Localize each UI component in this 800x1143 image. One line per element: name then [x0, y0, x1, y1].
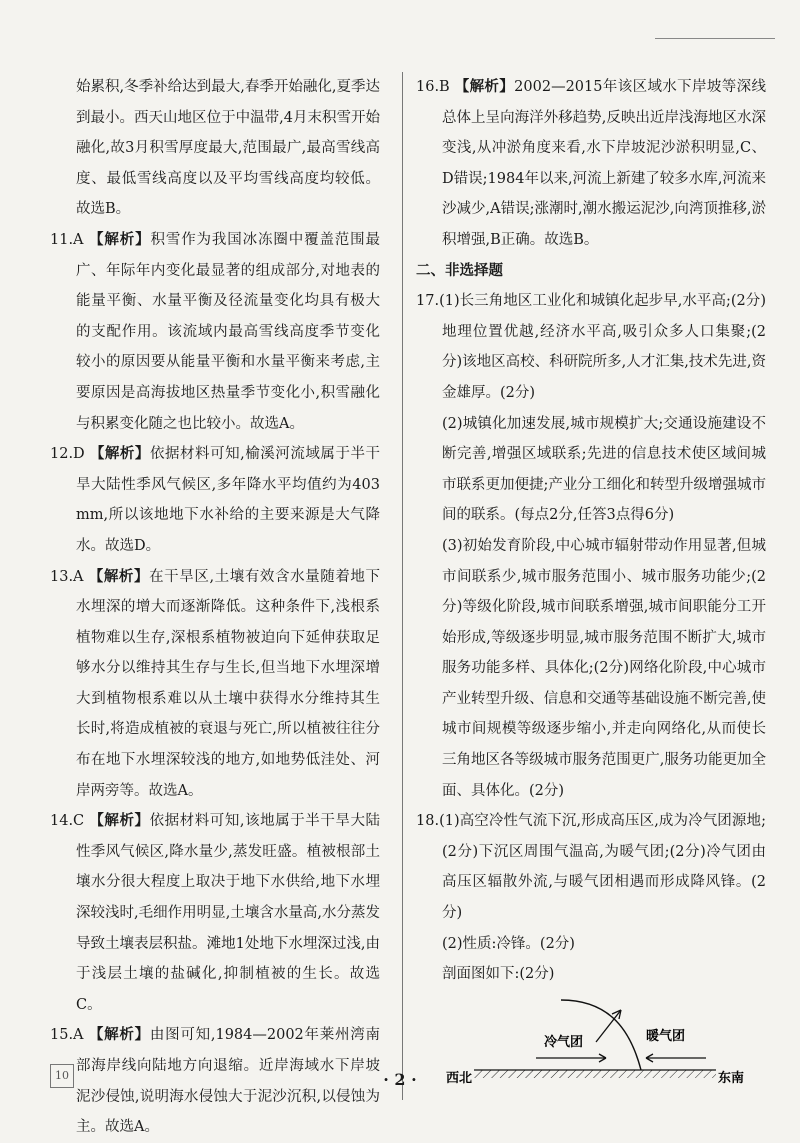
column-divider: [402, 72, 403, 1100]
intro-paragraph: 始累积,冬季补给达到最大,春季开始融化,夏季达到最小。西天山地区位于中温带,4月末积雪开始融化,故3月积雪厚度最大,范围最广,最高雪线高度、最低雪线高度以及平均雪线高度均较低。故选B。: [76, 79, 380, 218]
southeast-label: 东南: [718, 1070, 745, 1086]
answer-number: 12.D: [50, 446, 85, 463]
answer-12: [50, 439, 380, 561]
analysis-tag: 【解析】: [89, 230, 151, 248]
answer-number: 16.B: [416, 79, 450, 95]
cold-air-mass-label: 冷气团: [544, 1034, 584, 1050]
analysis-tag: 【解析】: [88, 1026, 150, 1044]
corner-mark: 10: [50, 1064, 74, 1088]
answer-17-part-3: (3)初始发育阶段,中心城市辐射带动作用显著,但城市间联系少,城市服务范围小、城市服务功能少;(2分)等级化阶段,城市间联系增强,城市间职能分工开始形成,等级逐步明显,城市服务范围不断扩大,城市服务功能多样、具体化;(2分)网络化阶段,中心城市产业转型升级、信息和交通等基础设施不断完善,使城市间规模等级逐步缩小,并走向网络化,从而使长三角地区各等级城市服务范围更广,服务功能更加全面、具体化。(2分): [442, 537, 766, 799]
answer-18: [416, 806, 766, 990]
answer-number: 17.: [416, 293, 440, 310]
answer-14: [50, 806, 380, 1020]
right-column: [416, 72, 766, 1104]
answer-text: 依据材料可知,榆溪河流域属于半干旱大陆性季风气候区,多年降水平均值约为403 mm,所以该地地下水补给的主要来源是大气降水。故选D。: [76, 446, 381, 554]
answer-17-part-2: (2)城镇化加速发展,城市规模扩大;交通设施建设不断完善,增强区域联系;先进的信息技术使区域间城市联系更加便捷;产业分工细化和转型升级增强城市间的联系。(每点2分,任答3点得6分): [442, 415, 766, 524]
answer-text: 积雪作为我国冰冻圈中覆盖范围最广、年际年内变化最显著的组成部分,对地表的能量平衡、水量平衡及径流量变化均具有极大的支配作用。该流域内最高雪线高度季节变化较小的原因要从能量平衡和水量平衡来考虑,主要原因是高海拔地区热量季节变化小,积雪融化与积累变化随之也比较小。故选A。: [76, 231, 381, 432]
answer-number: 13.A: [50, 568, 84, 585]
answer-13: [50, 562, 380, 807]
left-column: [50, 72, 380, 1143]
warm-air-mass-label: 暖气团: [646, 1028, 686, 1044]
page-number: · 2 ·: [383, 1070, 417, 1089]
analysis-tag: 【解析】: [88, 567, 150, 585]
header-rule: [655, 38, 775, 39]
answer-number: 11.A: [50, 231, 84, 248]
answer-text: 在干旱区,土壤有效含水量随着地下水埋深的增大而逐渐降低。这种条件下,浅根系植物难以生存,深根系植物被迫向下延伸获取足够水分以维持其生存与生长,但当地下水埋深增大到植物根系难以从土壤中获得水分维持其生长时,将造成植被的衰退与死亡,所以植被往往分布在地下水埋深较浅的地方,如地势低洼处、河岸两旁等。故选A。: [76, 568, 381, 799]
answer-17-part-1: [416, 286, 766, 408]
answer-number: 14.C: [50, 813, 85, 830]
answer-text: 2002—2015年该区域水下岸坡等深线总体上呈向海洋外移趋势,反映出近岸浅海地区水深变浅,从冲淤角度来看,水下岸坡泥沙淤积明显,C、D错误;1984年以来,河流上新建了较多水库,河流来沙减少,A错误;涨潮时,潮水搬运泥沙,向湾顶推移,淤积增强,B正确。故选B。: [442, 79, 767, 248]
answer-text: 由图可知,1984—2002年莱州湾南部海岸线向陆地方向退缩。近岸海域水下岸坡泥沙侵蚀,说明海水侵蚀大于泥沙沉积,以侵蚀为主。故选A。: [76, 1027, 380, 1136]
answer-text: (1)高空冷性气流下沉,形成高压区,成为冷气团源地;(2分)下沉区周围气温高,为暖气团;(2分)冷气团由高压区辐散外流,与暖气团相遇而形成降风锋。(2分): [439, 813, 766, 922]
answer-16: [416, 72, 766, 256]
answer-18-part-1: [416, 806, 766, 928]
analysis-tag: 【解析】: [89, 812, 150, 830]
analysis-tag: 【解析】: [454, 78, 515, 95]
answer-text: 依据材料可知,该地属于半干旱大陆性季风气候区,降水量少,蒸发旺盛。植被根部土壤水分很大程度上取决于地下水供给,地下水埋深较浅时,毛细作用明显,土壤含水量高,水分蒸发导致土壤表层积盐。滩地1处地下水埋深过浅,由于浅层土壤的盐碱化,抑制植被的生长。故选C。: [76, 813, 381, 1013]
answer-17: [416, 286, 766, 806]
answer-11: [50, 225, 380, 439]
answer-text: (1)长三角地区工业化和城镇化起步早,水平高;(2分)地理位置优越,经济水平高,吸引众多人口集聚;(2分)该地区高校、科研院所多,人才汇集,技术先进,资金雄厚。(2分): [439, 293, 766, 401]
northwest-label: 西北: [446, 1070, 473, 1086]
answer-number: 18.: [416, 813, 440, 830]
answer-18-part-2: (2)性质:冷锋。(2分): [442, 935, 575, 952]
answer-18-part-3: 剖面图如下:(2分): [442, 966, 555, 983]
analysis-tag: 【解析】: [89, 445, 150, 463]
answer-number: 15.A: [50, 1027, 84, 1044]
section-heading: 二、非选择题: [416, 261, 503, 279]
